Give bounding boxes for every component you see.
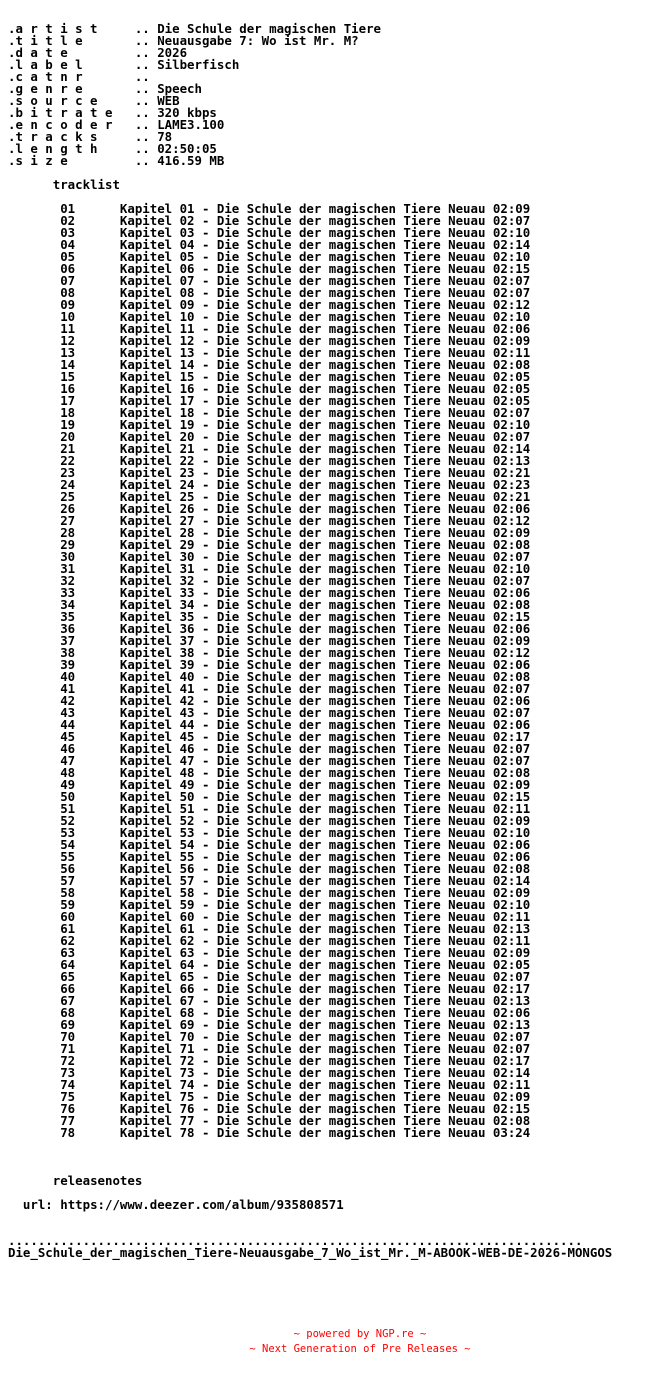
info-key: .t r a c k s bbox=[8, 129, 98, 144]
track-duration: 02:06 bbox=[492, 837, 531, 852]
track-number: 21 bbox=[60, 441, 76, 456]
track-duration: 02:14 bbox=[492, 873, 531, 888]
divider-dots: ............................................................................. bbox=[8, 1233, 583, 1248]
track-number: 68 bbox=[60, 1005, 76, 1020]
track-title: Kapitel 01 - Die Schule der magischen Tiere Neuau bbox=[119, 201, 486, 216]
track-title: Kapitel 07 - Die Schule der magischen Tiere Neuau bbox=[119, 273, 486, 288]
track-title: Kapitel 63 - Die Schule der magischen Tiere Neuau bbox=[119, 945, 486, 960]
track-duration: 02:07 bbox=[492, 573, 531, 588]
track-title: Kapitel 45 - Die Schule der magischen Tiere Neuau bbox=[119, 729, 486, 744]
track-title: Kapitel 21 - Die Schule der magischen Tiere Neuau bbox=[119, 441, 486, 456]
track-duration: 02:07 bbox=[492, 681, 531, 696]
track-duration: 02:07 bbox=[492, 273, 531, 288]
track-duration: 02:15 bbox=[492, 1101, 531, 1116]
track-number: 11 bbox=[60, 321, 76, 336]
track-title: Kapitel 31 - Die Schule der magischen Tiere Neuau bbox=[119, 561, 486, 576]
track-title: Kapitel 48 - Die Schule der magischen Tiere Neuau bbox=[119, 765, 486, 780]
track-duration: 02:13 bbox=[492, 1017, 531, 1032]
track-title: Kapitel 50 - Die Schule der magischen Tiere Neuau bbox=[119, 789, 486, 804]
track-duration: 02:09 bbox=[492, 333, 531, 348]
track-title: Kapitel 67 - Die Schule der magischen Tiere Neuau bbox=[119, 993, 486, 1008]
release-url-link[interactable]: https://www.deezer.com/album/935808571 bbox=[60, 1197, 344, 1212]
track-duration: 02:08 bbox=[492, 597, 531, 612]
track-duration: 02:08 bbox=[492, 357, 531, 372]
track-number: 71 bbox=[60, 1041, 76, 1056]
track-number: 02 bbox=[60, 213, 76, 228]
track-duration: 02:08 bbox=[492, 537, 531, 552]
track-title: Kapitel 72 - Die Schule der magischen Tiere Neuau bbox=[119, 1053, 486, 1068]
info-key: .s o u r c e bbox=[8, 93, 98, 108]
release-info-block bbox=[8, 21, 381, 168]
track-duration: 02:12 bbox=[492, 297, 531, 312]
track-duration: 02:10 bbox=[492, 417, 531, 432]
track-duration: 02:07 bbox=[492, 213, 531, 228]
track-title: Kapitel 35 - Die Schule der magischen Tiere Neuau bbox=[119, 609, 486, 624]
track-title: Kapitel 51 - Die Schule der magischen Tiere Neuau bbox=[119, 801, 486, 816]
info-key: .t i t l e bbox=[8, 33, 83, 48]
track-title: Kapitel 38 - Die Schule der magischen Tiere Neuau bbox=[119, 645, 486, 660]
track-duration: 02:06 bbox=[492, 501, 531, 516]
info-key: .c a t n r bbox=[8, 69, 83, 84]
track-number: 74 bbox=[60, 1077, 76, 1092]
track-number: 52 bbox=[60, 813, 76, 828]
track-number: 20 bbox=[60, 429, 76, 444]
track-duration: 02:08 bbox=[492, 669, 531, 684]
track-duration: 02:08 bbox=[492, 1113, 531, 1128]
track-title: Kapitel 17 - Die Schule der magischen Tiere Neuau bbox=[119, 393, 486, 408]
info-value: WEB bbox=[157, 93, 180, 108]
track-number: 59 bbox=[60, 897, 76, 912]
track-number: 32 bbox=[60, 573, 76, 588]
track-number: 61 bbox=[60, 921, 76, 936]
info-value: Die Schule der magischen Tiere bbox=[157, 21, 382, 36]
track-number: 37 bbox=[60, 633, 76, 648]
info-row: .b i t r a t e .. 320 kbps bbox=[8, 105, 217, 120]
track-number: 55 bbox=[60, 849, 76, 864]
track-duration: 02:10 bbox=[492, 897, 531, 912]
track-title: Kapitel 20 - Die Schule der magischen Tiere Neuau bbox=[119, 429, 486, 444]
track-duration: 02:07 bbox=[492, 285, 531, 300]
track-duration: 02:09 bbox=[492, 885, 531, 900]
track-duration: 02:14 bbox=[492, 1065, 531, 1080]
tracklist-heading: tracklist bbox=[52, 177, 120, 192]
track-number: 44 bbox=[60, 717, 76, 732]
track-number: 40 bbox=[60, 669, 76, 684]
track-title: Kapitel 47 - Die Schule der magischen Tiere Neuau bbox=[119, 753, 486, 768]
nfo-text bbox=[8, 23, 612, 1259]
info-key: .e n c o d e r bbox=[8, 117, 113, 132]
track-duration: 02:09 bbox=[492, 777, 531, 792]
track-duration: 02:14 bbox=[492, 441, 531, 456]
track-duration: 02:13 bbox=[492, 993, 531, 1008]
track-number: 03 bbox=[60, 225, 76, 240]
track-duration: 03:24 bbox=[492, 1125, 531, 1140]
track-duration: 02:06 bbox=[492, 585, 531, 600]
track-title: Kapitel 39 - Die Schule der magischen Tiere Neuau bbox=[119, 657, 486, 672]
track-title: Kapitel 05 - Die Schule der magischen Tiere Neuau bbox=[119, 249, 486, 264]
track-duration: 02:08 bbox=[492, 861, 531, 876]
track-title: Kapitel 24 - Die Schule der magischen Tiere Neuau bbox=[119, 477, 486, 492]
track-title: Kapitel 18 - Die Schule der magischen Tiere Neuau bbox=[119, 405, 486, 420]
track-title: Kapitel 26 - Die Schule der magischen Tiere Neuau bbox=[119, 501, 486, 516]
track-duration: 02:17 bbox=[492, 729, 531, 744]
track-duration: 02:11 bbox=[492, 933, 531, 948]
track-number: 75 bbox=[60, 1089, 76, 1104]
track-duration: 02:11 bbox=[492, 801, 531, 816]
info-row: .s o u r c e .. WEB bbox=[8, 93, 180, 108]
track-duration: 02:10 bbox=[492, 225, 531, 240]
info-row: .t r a c k s .. 78 bbox=[8, 129, 173, 144]
track-duration: 02:06 bbox=[492, 849, 531, 864]
track-number: 19 bbox=[60, 417, 76, 432]
track-number: 16 bbox=[60, 381, 76, 396]
url-label: url: bbox=[22, 1197, 53, 1212]
track-duration: 02:12 bbox=[492, 513, 531, 528]
info-key: .b i t r a t e bbox=[8, 105, 113, 120]
track-number: 18 bbox=[60, 405, 76, 420]
track-number: 39 bbox=[60, 657, 76, 672]
track-title: Kapitel 23 - Die Schule der magischen Tiere Neuau bbox=[119, 465, 486, 480]
info-key: .a r t i s t bbox=[8, 21, 98, 36]
track-number: 53 bbox=[60, 825, 76, 840]
track-duration: 02:07 bbox=[492, 1029, 531, 1044]
track-number: 66 bbox=[60, 981, 76, 996]
track-number: 33 bbox=[60, 585, 76, 600]
track-duration: 02:07 bbox=[492, 1041, 531, 1056]
track-duration: 02:07 bbox=[492, 741, 531, 756]
info-row: .g e n r e .. Speech bbox=[8, 81, 202, 96]
footer-tagline: ~ Next Generation of Pre Releases ~ bbox=[249, 1343, 471, 1355]
track-title: Kapitel 68 - Die Schule der magischen Tiere Neuau bbox=[119, 1005, 486, 1020]
info-key: .l e n g t h bbox=[8, 141, 98, 156]
track-duration: 02:11 bbox=[492, 909, 531, 924]
track-title: Kapitel 27 - Die Schule der magischen Tiere Neuau bbox=[119, 513, 486, 528]
info-row: .d a t e .. 2026 bbox=[8, 45, 188, 60]
track-title: Kapitel 44 - Die Schule der magischen Tiere Neuau bbox=[119, 717, 486, 732]
track-duration: 02:06 bbox=[492, 657, 531, 672]
info-key: .d a t e bbox=[8, 45, 68, 60]
info-key: .l a b e l bbox=[8, 57, 83, 72]
track-number: 31 bbox=[60, 561, 76, 576]
track-number: 42 bbox=[60, 693, 76, 708]
track-duration: 02:11 bbox=[492, 1077, 531, 1092]
tracklist bbox=[8, 201, 530, 1140]
track-number: 10 bbox=[60, 309, 76, 324]
track-duration: 02:13 bbox=[492, 921, 531, 936]
track-duration: 02:06 bbox=[492, 1005, 531, 1020]
track-title: Kapitel 52 - Die Schule der magischen Tiere Neuau bbox=[119, 813, 486, 828]
track-duration: 02:06 bbox=[492, 717, 531, 732]
releasenotes-heading: releasenotes bbox=[52, 1173, 143, 1188]
track-duration: 02:06 bbox=[492, 321, 531, 336]
track-title: Kapitel 71 - Die Schule der magischen Tiere Neuau bbox=[119, 1041, 486, 1056]
track-duration: 02:14 bbox=[492, 237, 531, 252]
track-duration: 02:07 bbox=[492, 705, 531, 720]
info-key: .s i z e bbox=[8, 153, 68, 168]
track-title: Kapitel 56 - Die Schule der magischen Tiere Neuau bbox=[119, 861, 486, 876]
track-title: Kapitel 03 - Die Schule der magischen Tiere Neuau bbox=[119, 225, 486, 240]
track-number: 22 bbox=[60, 453, 76, 468]
track-number: 46 bbox=[60, 741, 76, 756]
track-duration: 02:10 bbox=[492, 249, 531, 264]
track-title: Kapitel 49 - Die Schule der magischen Tiere Neuau bbox=[119, 777, 486, 792]
track-duration: 02:11 bbox=[492, 345, 531, 360]
track-duration: 02:15 bbox=[492, 609, 531, 624]
track-title: Kapitel 73 - Die Schule der magischen Tiere Neuau bbox=[119, 1065, 486, 1080]
track-duration: 02:07 bbox=[492, 405, 531, 420]
track-number: 35 bbox=[60, 609, 76, 624]
track-number: 05 bbox=[60, 249, 76, 264]
track-number: 09 bbox=[60, 297, 76, 312]
info-value: Speech bbox=[157, 81, 202, 96]
info-row: .a r t i s t .. Die Schule der magischen Tiere bbox=[8, 21, 382, 36]
track-title: Kapitel 77 - Die Schule der magischen Tiere Neuau bbox=[119, 1113, 486, 1128]
info-value: 78 bbox=[157, 129, 173, 144]
track-title: Kapitel 36 - Die Schule der magischen Tiere Neuau bbox=[119, 621, 486, 636]
track-title: Kapitel 22 - Die Schule der magischen Tiere Neuau bbox=[119, 453, 486, 468]
track-title: Kapitel 02 - Die Schule der magischen Tiere Neuau bbox=[119, 213, 486, 228]
track-title: Kapitel 69 - Die Schule der magischen Tiere Neuau bbox=[119, 1017, 486, 1032]
track-duration: 02:15 bbox=[492, 261, 531, 276]
track-number: 48 bbox=[60, 765, 76, 780]
track-duration: 02:21 bbox=[492, 489, 531, 504]
track-number: 67 bbox=[60, 993, 76, 1008]
track-number: 08 bbox=[60, 285, 76, 300]
track-number: 63 bbox=[60, 945, 76, 960]
track-number: 30 bbox=[60, 549, 76, 564]
track-title: Kapitel 09 - Die Schule der magischen Tiere Neuau bbox=[119, 297, 486, 312]
track-number: 58 bbox=[60, 885, 76, 900]
track-duration: 02:09 bbox=[492, 525, 531, 540]
info-value: 320 kbps bbox=[157, 105, 217, 120]
track-title: Kapitel 64 - Die Schule der magischen Tiere Neuau bbox=[119, 957, 486, 972]
track-title: Kapitel 06 - Die Schule der magischen Tiere Neuau bbox=[119, 261, 486, 276]
track-title: Kapitel 58 - Die Schule der magischen Tiere Neuau bbox=[119, 885, 486, 900]
track-duration: 02:21 bbox=[492, 465, 531, 480]
track-duration: 02:10 bbox=[492, 309, 531, 324]
track-title: Kapitel 75 - Die Schule der magischen Tiere Neuau bbox=[119, 1089, 486, 1104]
track-duration: 02:15 bbox=[492, 789, 531, 804]
track-number: 50 bbox=[60, 789, 76, 804]
track-number: 56 bbox=[60, 861, 76, 876]
track-row bbox=[8, 1125, 530, 1140]
track-title: Kapitel 29 - Die Schule der magischen Tiere Neuau bbox=[119, 537, 486, 552]
track-duration: 02:06 bbox=[492, 693, 531, 708]
track-number: 04 bbox=[60, 237, 76, 252]
track-duration: 02:12 bbox=[492, 645, 531, 660]
track-duration: 02:09 bbox=[492, 813, 531, 828]
track-number: 14 bbox=[60, 357, 76, 372]
track-duration: 02:09 bbox=[492, 201, 531, 216]
track-duration: 02:09 bbox=[492, 1089, 531, 1104]
track-number: 29 bbox=[60, 537, 76, 552]
track-title: Kapitel 55 - Die Schule der magischen Tiere Neuau bbox=[119, 849, 486, 864]
track-duration: 02:08 bbox=[492, 765, 531, 780]
track-title: Kapitel 66 - Die Schule der magischen Tiere Neuau bbox=[119, 981, 486, 996]
track-number: 24 bbox=[60, 477, 76, 492]
track-number: 07 bbox=[60, 273, 76, 288]
track-title: Kapitel 54 - Die Schule der magischen Tiere Neuau bbox=[119, 837, 486, 852]
track-duration: 02:07 bbox=[492, 429, 531, 444]
track-title: Kapitel 13 - Die Schule der magischen Tiere Neuau bbox=[119, 345, 486, 360]
track-title: Kapitel 19 - Die Schule der magischen Tiere Neuau bbox=[119, 417, 486, 432]
track-number: 28 bbox=[60, 525, 76, 540]
track-duration: 02:05 bbox=[492, 393, 531, 408]
info-value: 416.59 MB bbox=[157, 153, 225, 168]
track-title: Kapitel 61 - Die Schule der magischen Tiere Neuau bbox=[119, 921, 486, 936]
track-title: Kapitel 32 - Die Schule der magischen Tiere Neuau bbox=[119, 573, 486, 588]
track-number: 27 bbox=[60, 513, 76, 528]
track-number: 25 bbox=[60, 489, 76, 504]
track-duration: 02:09 bbox=[492, 633, 531, 648]
info-row: .t i t l e .. Neuausgabe 7: Wo ist Mr. M? bbox=[8, 33, 359, 48]
track-number: 77 bbox=[60, 1113, 76, 1128]
footer bbox=[0, 1327, 664, 1357]
track-number: 65 bbox=[60, 969, 76, 984]
track-duration: 02:10 bbox=[492, 561, 531, 576]
track-title: Kapitel 60 - Die Schule der magischen Tiere Neuau bbox=[119, 909, 486, 924]
track-duration: 02:05 bbox=[492, 957, 531, 972]
track-title: Kapitel 65 - Die Schule der magischen Tiere Neuau bbox=[119, 969, 486, 984]
track-title: Kapitel 10 - Die Schule der magischen Tiere Neuau bbox=[119, 309, 486, 324]
track-title: Kapitel 08 - Die Schule der magischen Tiere Neuau bbox=[119, 285, 486, 300]
track-title: Kapitel 42 - Die Schule der magischen Tiere Neuau bbox=[119, 693, 486, 708]
track-title: Kapitel 46 - Die Schule der magischen Tiere Neuau bbox=[119, 741, 486, 756]
release-dirname: Die_Schule_der_magischen_Tiere-Neuausgabe_7_Wo_ist_Mr._M-ABOOK-WEB-DE-2026-MONGOS bbox=[8, 1245, 613, 1260]
track-duration: 02:17 bbox=[492, 981, 531, 996]
info-value: 2026 bbox=[157, 45, 188, 60]
track-number: 23 bbox=[60, 465, 76, 480]
track-duration: 02:05 bbox=[492, 381, 531, 396]
track-number: 73 bbox=[60, 1065, 76, 1080]
track-title: Kapitel 53 - Die Schule der magischen Tiere Neuau bbox=[119, 825, 486, 840]
footer-powered-by: ~ powered by NGP.re ~ bbox=[293, 1328, 427, 1340]
track-duration: 02:23 bbox=[492, 477, 531, 492]
track-title: Kapitel 57 - Die Schule der magischen Tiere Neuau bbox=[119, 873, 486, 888]
track-duration: 02:07 bbox=[492, 753, 531, 768]
track-number: 60 bbox=[60, 909, 76, 924]
track-title: Kapitel 40 - Die Schule der magischen Tiere Neuau bbox=[119, 669, 486, 684]
info-row: .e n c o d e r .. LAME3.100 bbox=[8, 117, 225, 132]
track-duration: 02:17 bbox=[492, 1053, 531, 1068]
track-number: 17 bbox=[60, 393, 76, 408]
track-number: 41 bbox=[60, 681, 76, 696]
track-number: 45 bbox=[60, 729, 76, 744]
track-duration: 02:07 bbox=[492, 549, 531, 564]
track-number: 01 bbox=[60, 201, 76, 216]
info-row: .l e n g t h .. 02:50:05 bbox=[8, 141, 217, 156]
track-title: Kapitel 11 - Die Schule der magischen Tiere Neuau bbox=[119, 321, 486, 336]
track-duration: 02:06 bbox=[492, 621, 531, 636]
track-title: Kapitel 43 - Die Schule der magischen Tiere Neuau bbox=[119, 705, 486, 720]
info-value: LAME3.100 bbox=[157, 117, 225, 132]
track-number: 69 bbox=[60, 1017, 76, 1032]
track-title: Kapitel 41 - Die Schule der magischen Tiere Neuau bbox=[119, 681, 486, 696]
track-number: 49 bbox=[60, 777, 76, 792]
track-number: 36 bbox=[60, 621, 76, 636]
track-title: Kapitel 12 - Die Schule der magischen Tiere Neuau bbox=[119, 333, 486, 348]
track-number: 76 bbox=[60, 1101, 76, 1116]
track-title: Kapitel 74 - Die Schule der magischen Tiere Neuau bbox=[119, 1077, 486, 1092]
track-number: 43 bbox=[60, 705, 76, 720]
info-value: 02:50:05 bbox=[157, 141, 217, 156]
track-title: Kapitel 30 - Die Schule der magischen Tiere Neuau bbox=[119, 549, 486, 564]
track-title: Kapitel 25 - Die Schule der magischen Tiere Neuau bbox=[119, 489, 486, 504]
track-duration: 02:05 bbox=[492, 369, 531, 384]
track-title: Kapitel 34 - Die Schule der magischen Tiere Neuau bbox=[119, 597, 486, 612]
info-key: .g e n r e bbox=[8, 81, 83, 96]
track-number: 72 bbox=[60, 1053, 76, 1068]
track-title: Kapitel 78 - Die Schule der magischen Tiere Neuau bbox=[119, 1125, 486, 1140]
track-duration: 02:10 bbox=[492, 825, 531, 840]
track-title: Kapitel 62 - Die Schule der magischen Tiere Neuau bbox=[119, 933, 486, 948]
track-number: 13 bbox=[60, 345, 76, 360]
track-number: 57 bbox=[60, 873, 76, 888]
info-value: Neuausgabe 7: Wo ist Mr. M? bbox=[157, 33, 359, 48]
track-number: 34 bbox=[60, 597, 76, 612]
info-row: .c a t n r .. bbox=[8, 69, 158, 84]
info-row: .s i z e .. 416.59 MB bbox=[8, 153, 225, 168]
track-number: 38 bbox=[60, 645, 76, 660]
info-value: Silberfisch bbox=[157, 57, 240, 72]
track-number: 54 bbox=[60, 837, 76, 852]
track-number: 64 bbox=[60, 957, 76, 972]
track-title: Kapitel 37 - Die Schule der magischen Tiere Neuau bbox=[119, 633, 486, 648]
track-number: 70 bbox=[60, 1029, 76, 1044]
track-number: 12 bbox=[60, 333, 76, 348]
track-number: 78 bbox=[60, 1125, 76, 1140]
track-title: Kapitel 70 - Die Schule der magischen Tiere Neuau bbox=[119, 1029, 486, 1044]
track-number: 47 bbox=[60, 753, 76, 768]
track-duration: 02:13 bbox=[492, 453, 531, 468]
track-title: Kapitel 04 - Die Schule der magischen Tiere Neuau bbox=[119, 237, 486, 252]
track-number: 51 bbox=[60, 801, 76, 816]
track-title: Kapitel 59 - Die Schule der magischen Tiere Neuau bbox=[119, 897, 486, 912]
track-number: 62 bbox=[60, 933, 76, 948]
track-duration: 02:09 bbox=[492, 945, 531, 960]
track-title: Kapitel 15 - Die Schule der magischen Tiere Neuau bbox=[119, 369, 486, 384]
track-title: Kapitel 76 - Die Schule der magischen Tiere Neuau bbox=[119, 1101, 486, 1116]
track-duration: 02:07 bbox=[492, 969, 531, 984]
track-number: 26 bbox=[60, 501, 76, 516]
track-title: Kapitel 28 - Die Schule der magischen Tiere Neuau bbox=[119, 525, 486, 540]
track-title: Kapitel 33 - Die Schule der magischen Tiere Neuau bbox=[119, 585, 486, 600]
track-title: Kapitel 16 - Die Schule der magischen Tiere Neuau bbox=[119, 381, 486, 396]
track-number: 15 bbox=[60, 369, 76, 384]
track-number: 06 bbox=[60, 261, 76, 276]
track-title: Kapitel 14 - Die Schule der magischen Tiere Neuau bbox=[119, 357, 486, 372]
info-row: .l a b e l .. Silberfisch bbox=[8, 57, 240, 72]
